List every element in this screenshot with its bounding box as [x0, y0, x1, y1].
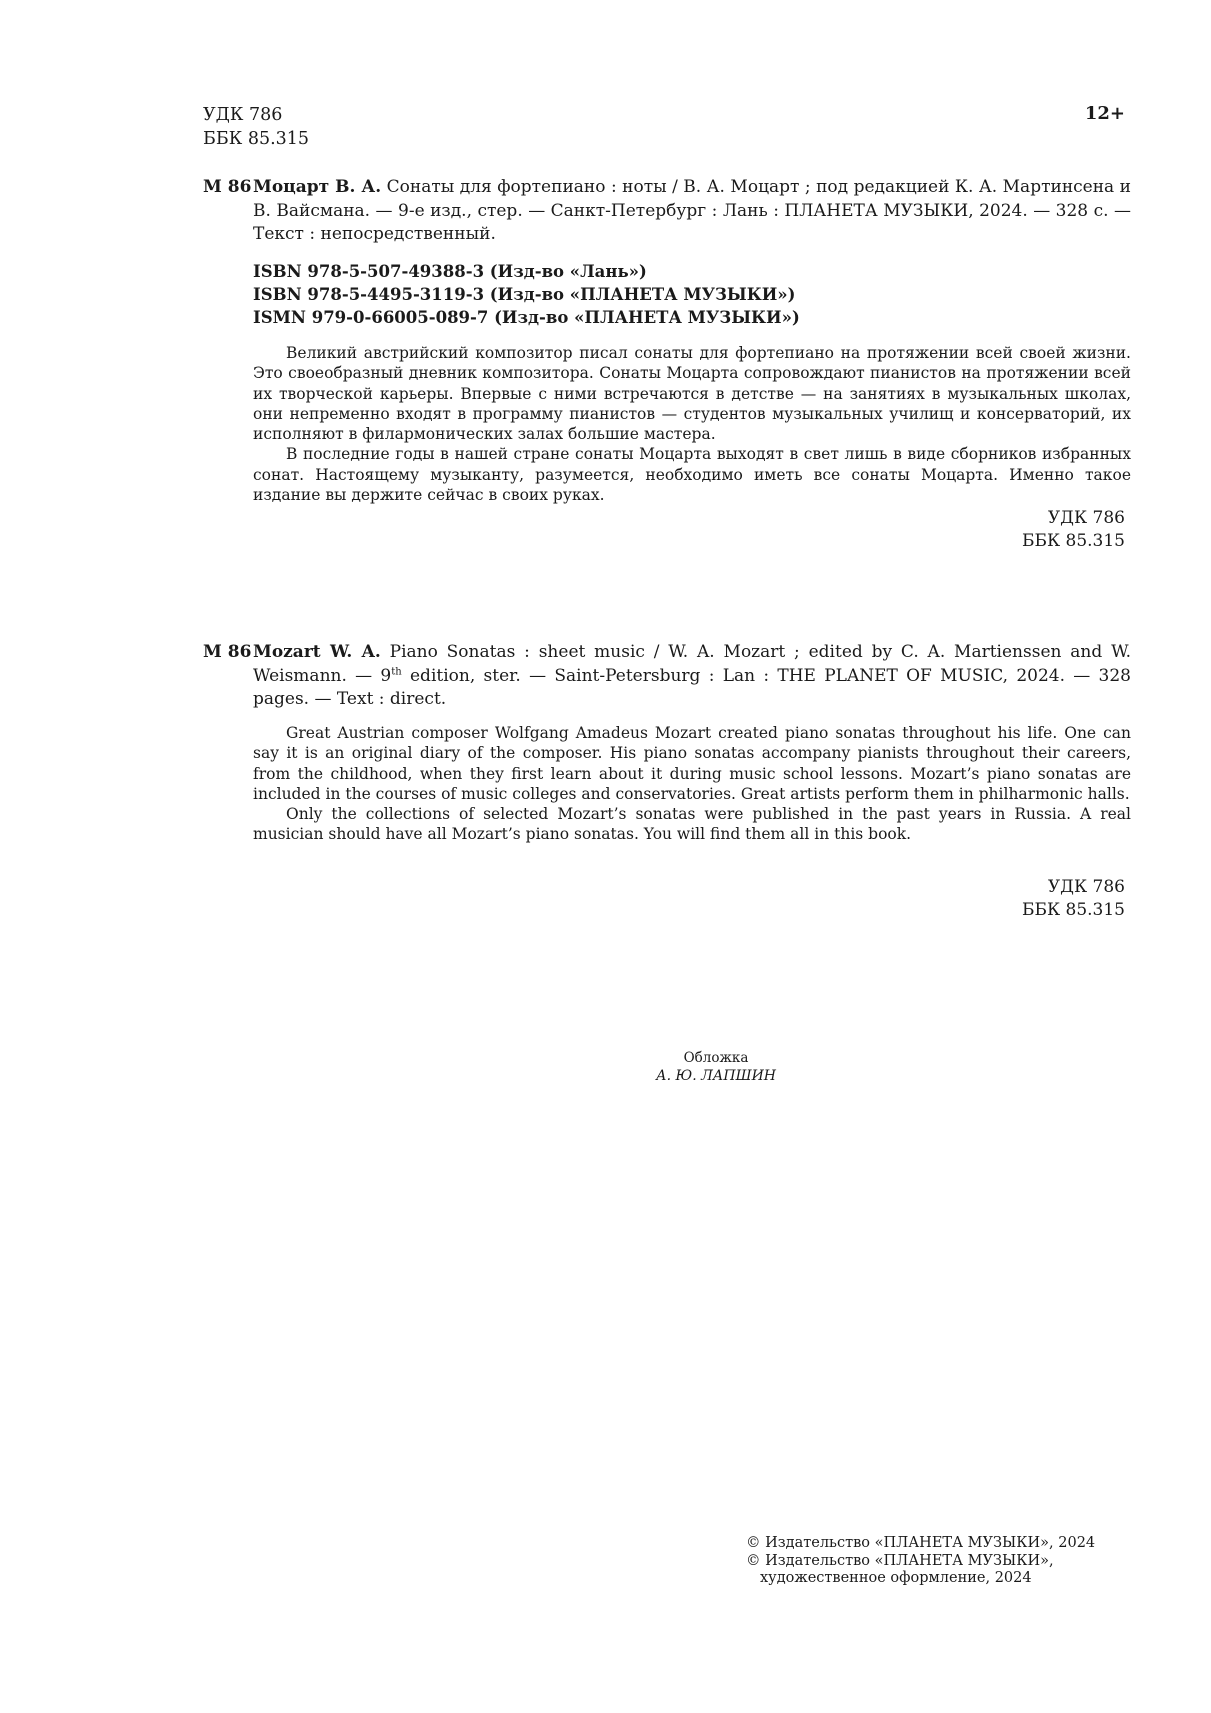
- udk-code: УДК 786: [203, 105, 283, 125]
- isbn-planeta: ISBN 978-5-4495-3119-3 (Изд-во «ПЛАНЕТА МУЗЫКИ»): [253, 285, 796, 304]
- isbn-lan: ISBN 978-5-507-49388-3 (Изд-во «Лань»): [253, 262, 647, 281]
- classification-en: [1022, 876, 1125, 922]
- ismn-planeta: ISMN 979-0-66005-089-7 (Изд-во «ПЛАНЕТА МУЗЫКИ»): [253, 308, 800, 327]
- entry-description-cont: edition, ster. — Saint-Petersburg : Lan : THE PLANET OF MUSIC, 2024. — 328 pages. — Text : direct.: [253, 665, 1131, 709]
- copyright-line: © Издательство «ПЛАНЕТА МУЗЫКИ», 2024: [746, 1535, 1096, 1551]
- author-sign: М 86: [203, 177, 252, 197]
- classification-ru: [1022, 507, 1125, 553]
- bbk-code: ББК 85.315: [1021, 900, 1125, 920]
- bibliographic-entry-ru: [203, 176, 1131, 247]
- entry-description: Piano Sonatas : sheet music / W. A. Mozart ; edited by C. A. Martienssen and W. Weismann. — 9: [253, 642, 1131, 686]
- cover-credit: [556, 1049, 876, 1085]
- classification-top: [203, 103, 309, 151]
- entry-description: Сонаты для фортепиано : ноты / В. А. Моцарт ; под редакцией К. А. Мартинсена и В. Вайсмана. — 9-е изд., стер. — Санкт-Петербург : Лань : ПЛАНЕТА МУЗЫКИ, 2024. — 328 с. — Текст : непосредственный.: [253, 177, 1131, 244]
- annotation-paragraph: Great Austrian composer Wolfgang Amadeus Mozart created piano sonatas throughout his life. One can say it is an original diary of the composer. His piano sonatas accompany pianists throughout their careers, from the childhood, when they first learn about it during music school lessons. Mozart’s piano sonatas are included in the courses of music colleges and conservatories. Great artists perform them in philharmonic halls.: [253, 724, 1131, 803]
- edition-superscript: th: [391, 665, 402, 677]
- copyright-line: © Издательство «ПЛАНЕТА МУЗЫКИ»,: [746, 1552, 1054, 1569]
- cover-label: Обложка: [683, 1050, 749, 1066]
- age-rating: 12+: [1084, 103, 1125, 124]
- copyright-line: художественное оформление, 2024: [760, 1570, 1032, 1586]
- annotation-paragraph: Великий австрийский композитор писал сонаты для фортепиано на протяжении всей своей жизни. Это своеобразный дневник композитора. Сонаты Моцарта сопровождают пианистов на протяжении всей их творческой карьеры. Впервые с ними встречаются в детстве — на занятиях в музыкальных школах, они непременно входят в программу пианистов — студентов музыкальных училищ и консерваторий, их исполняют в филармонических залах большие мастера.: [253, 344, 1131, 444]
- isbn-block: [253, 260, 800, 329]
- annotation-en: [253, 723, 1131, 845]
- author-name: Моцарт В. А.: [253, 177, 382, 197]
- annotation-paragraph: Only the collections of selected Mozart’s sonatas were published in the past years in Russia. A real musician should have all Mozart’s piano sonatas. You will find them all in this book.: [253, 805, 1131, 844]
- bibliographic-entry-en: [203, 641, 1131, 712]
- author-name: Mozart W. A.: [253, 642, 381, 662]
- copyright-block: [746, 1535, 1095, 1588]
- annotation-ru: [253, 343, 1131, 505]
- cover-designer: А. Ю. ЛАПШИН: [656, 1068, 776, 1084]
- udk-code: УДК 786: [1047, 508, 1125, 528]
- udk-code: УДК 786: [1047, 877, 1125, 897]
- author-sign: M 86: [203, 642, 252, 662]
- annotation-paragraph: В последние годы в нашей стране сонаты Моцарта выходят в свет лишь в виде сборников избранных сонат. Настоящему музыканту, разумеется, необходимо иметь все сонаты Моцарта. Именно такое издание вы держите сейчас в своих руках.: [253, 445, 1131, 505]
- bbk-code: ББК 85.315: [1021, 531, 1125, 551]
- bbk-code: ББК 85.315: [203, 129, 310, 149]
